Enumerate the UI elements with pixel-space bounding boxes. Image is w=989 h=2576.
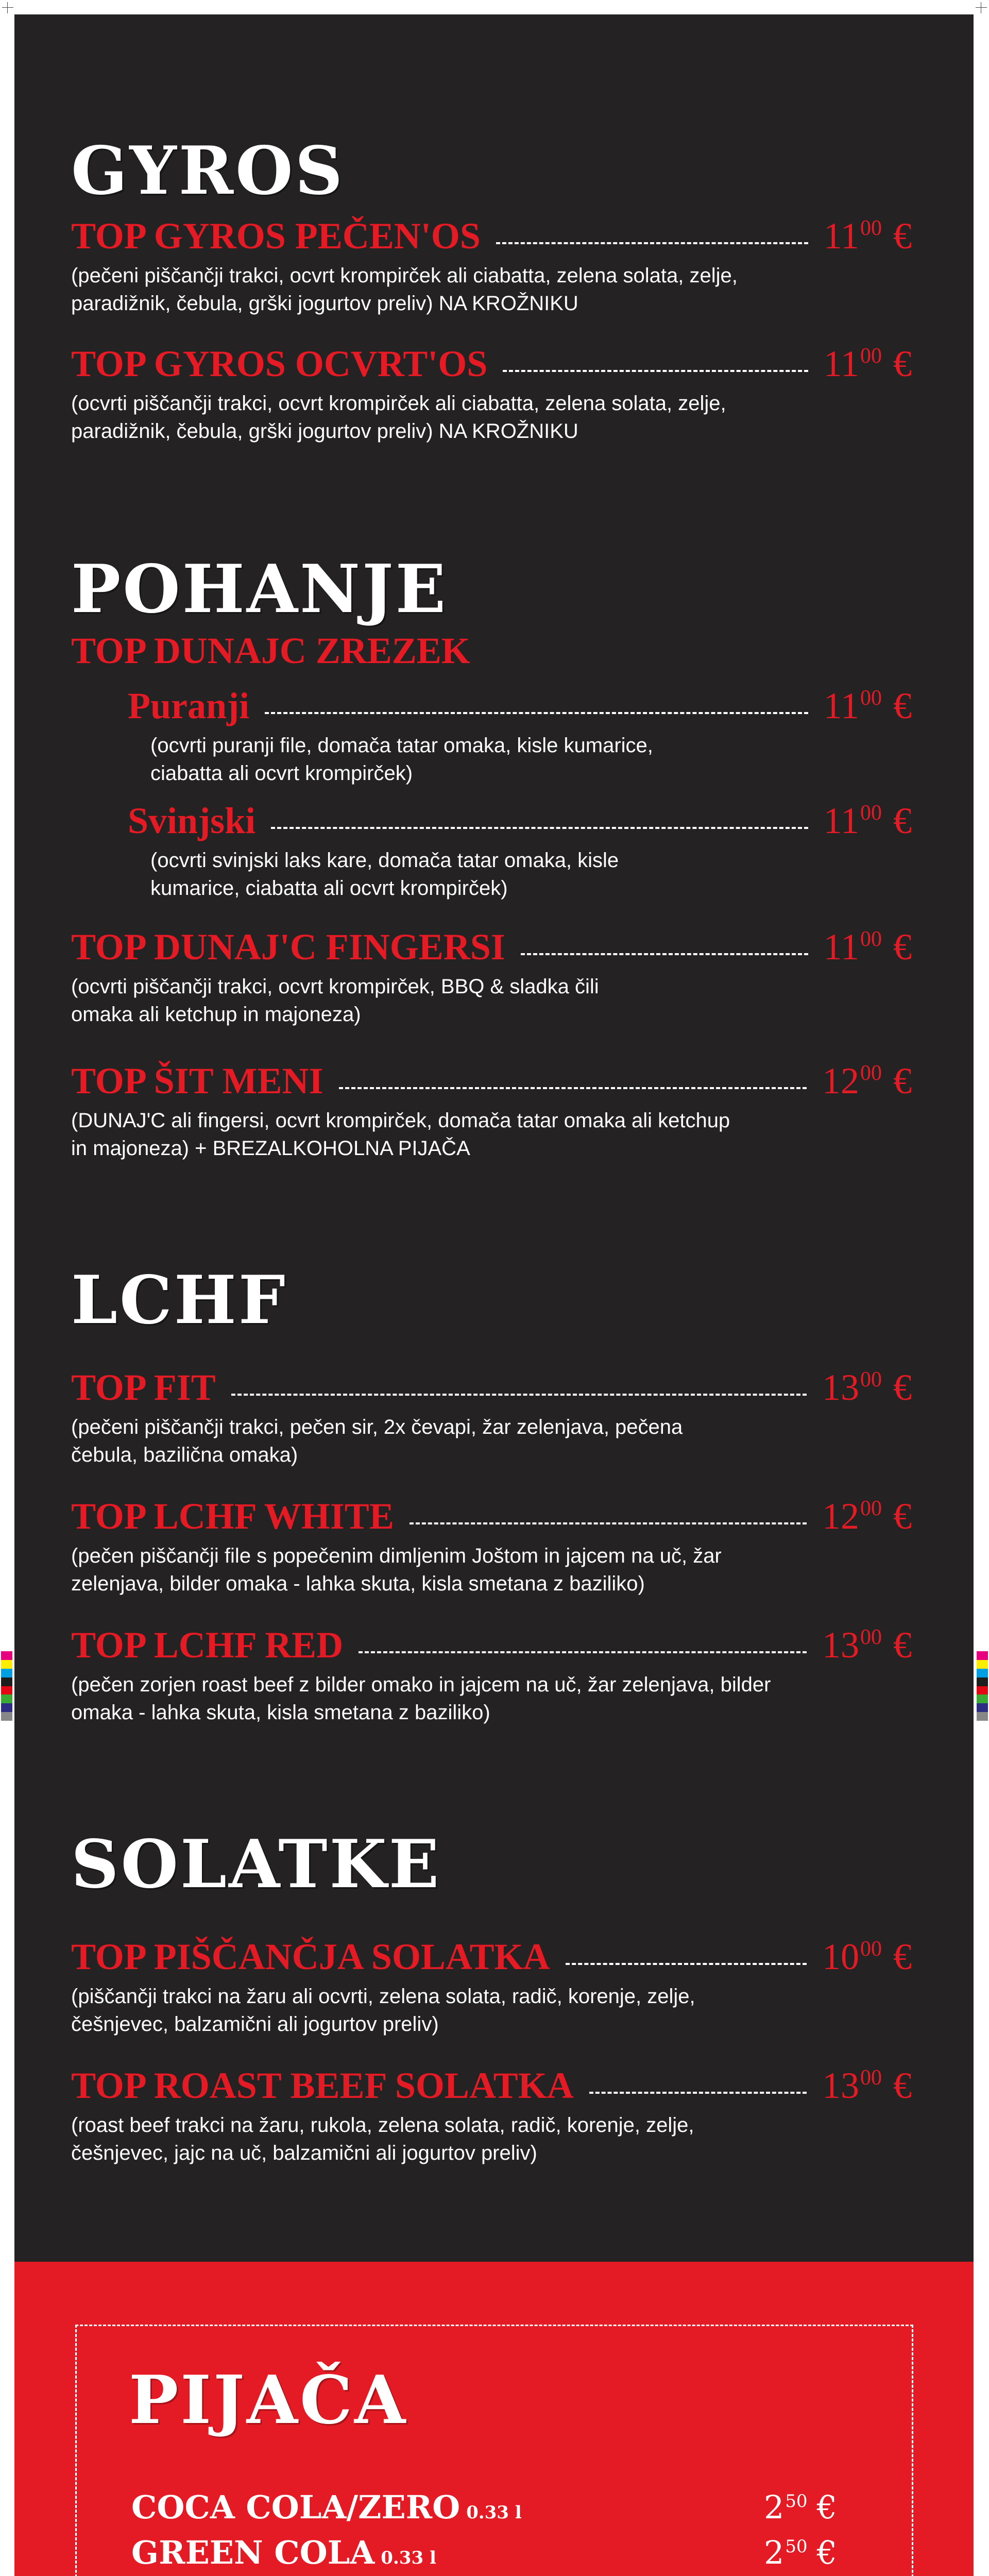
leader-dots	[496, 242, 808, 244]
crop-mark-top-left	[2, 2, 13, 13]
menu-item-lchf-red	[71, 1620, 912, 1726]
item-name: TOP GYROS PEČEN'OS	[71, 215, 481, 257]
item-description: (ocvrti piščančji trakci, ocvrt krompirček ali ciabatta, zelena solata, zelje, paradižnik, čebula, grški jogurtov preliv) NA KROŽNIKU	[71, 392, 726, 443]
menu-item-lchf-white	[71, 1492, 912, 1598]
item-price: $12^{00}$ €	[822, 1060, 912, 1101]
leader-dots	[231, 1394, 807, 1396]
item-price: $13^{00}$ €	[822, 1367, 912, 1408]
item-description: (pečen piščančji file s popečenim dimljenim Joštom in jajcem na uč, žar zelenjava, bilder omaka - lahka skuta, kisla smetana z baziliko)	[71, 1545, 722, 1595]
item-name: TOP LCHF WHITE	[71, 1496, 394, 1537]
section-title-gyros: GYROS	[71, 132, 345, 210]
item-name: TOP PIŠČANČJA SOLATKA	[71, 1936, 550, 1977]
drink-name: GREEN COLA 0.33 l	[131, 2534, 436, 2571]
item-price: $13^{00}$ €	[822, 1624, 912, 1666]
menu-item-piscancja-solatka	[71, 1932, 912, 2038]
menu-item-dunajc-fingersi	[71, 922, 912, 1028]
item-description: (DUNAJ'C ali fingersi, ocvrt krompirček, domača tatar omaka ali ketchup in majoneza) + BREZALKOHOLNA PIJAČA	[71, 1109, 730, 1160]
crop-mark-top-right	[976, 2, 987, 13]
leader-dots	[359, 1651, 807, 1653]
item-name: TOP DUNAJ'C FINGERSI	[71, 926, 505, 968]
drink-price: $2^{50}$ €	[763, 2488, 837, 2526]
item-description: (piščančji trakci na žaru ali ocvrti, zelena solata, radič, korenje, zelje, češnjevec, balzamični ali jogurtov preliv)	[71, 1985, 695, 2036]
menu-item-svinjski	[128, 796, 912, 902]
item-description: (pečeni piščančji trakci, pečen sir, 2x čevapi, žar zelenjava, pečena čebula, bazilična omaka)	[71, 1416, 683, 1466]
drink-name: COCA COLA/ZERO 0.33 l	[131, 2488, 522, 2526]
drink-row	[131, 2573, 837, 2576]
leader-dots	[339, 1087, 807, 1089]
item-name: TOP ROAST BEEF SOLATKA	[71, 2065, 574, 2106]
drink-row	[131, 2528, 837, 2569]
item-description: (pečen zorjen roast beef z bilder omako in jajcem na uč, žar zelenjava, bilder omaka - lahka skuta, kisla smetana z baziliko)	[71, 1673, 771, 1724]
leader-dots	[271, 827, 808, 829]
item-price: $13^{00}$ €	[822, 2065, 912, 2106]
leader-dots	[566, 1963, 807, 1965]
drink-row	[131, 2482, 837, 2526]
item-price: $11^{00}$ €	[823, 343, 912, 384]
item-description: (ocvrti puranji file, domača tatar omaka, kisle kumarice, ciabatta ali ocvrt krompirček)	[150, 734, 653, 785]
print-color-bar-left	[1, 1651, 12, 1721]
item-price: $11^{00}$ €	[823, 685, 912, 726]
section-title-lchf: LCHF	[71, 1262, 287, 1339]
item-price: $10^{00}$ €	[822, 1936, 912, 1977]
drink-price: $2^{50}$ €	[763, 2534, 837, 2571]
item-price: $11^{00}$ €	[823, 926, 912, 968]
item-name: TOP FIT	[71, 1367, 216, 1408]
menu-item-gyros-pecenos	[71, 211, 912, 317]
item-price: $11^{00}$ €	[823, 215, 912, 257]
item-description: (ocvrti piščančji trakci, ocvrt krompirček, BBQ & sladka čili omaka ali ketchup in majoneza)	[71, 975, 599, 1026]
leader-dots	[410, 1522, 807, 1524]
section-title-pohanje: POHANJE	[71, 551, 448, 628]
item-name: TOP ŠIT MENI	[71, 1060, 323, 1101]
item-description: (roast beef trakci na žaru, rukola, zelena solata, radič, korenje, zelje, češnjevec, jajc na uč, balzamični ali jogurtov preliv)	[71, 2114, 694, 2164]
leader-dots	[521, 953, 808, 955]
print-color-bar-right	[977, 1651, 988, 1721]
leader-dots	[265, 712, 808, 714]
menu-item-gyros-ocvrtos	[71, 339, 912, 445]
menu-item-puranji	[128, 681, 912, 787]
section-title-solatke: SOLATKE	[71, 1826, 441, 1903]
item-description: (ocvrti svinjski laks kare, domača tatar omaka, kisle kumarice, ciabatta ali ocvrt krompirček)	[150, 849, 619, 900]
item-description: (pečeni piščančji trakci, ocvrt krompirček ali ciabatta, zelena solata, zelje, paradižnik, čebula, grški jogurtov preliv) NA KROŽNIKU	[71, 264, 738, 315]
item-price: $12^{00}$ €	[822, 1496, 912, 1537]
menu-item-sit-meni	[71, 1056, 912, 1162]
menu-item-top-fit	[71, 1363, 912, 1469]
section-title-pijaca: PIJAČA	[129, 2362, 408, 2439]
leader-dots	[589, 2092, 807, 2094]
menu-item-roast-beef-solatka	[71, 2061, 912, 2167]
item-name: TOP DUNAJC ZREZEK	[71, 630, 470, 671]
item-name: Svinjski	[128, 800, 256, 841]
item-name: TOP GYROS OCVRT'OS	[71, 343, 488, 384]
item-name: Puranji	[128, 685, 250, 726]
leader-dots	[503, 370, 808, 372]
item-price: $11^{00}$ €	[823, 800, 912, 841]
menu-heading-dunajc-zrezek	[71, 626, 912, 669]
item-name: TOP LCHF RED	[71, 1624, 344, 1666]
